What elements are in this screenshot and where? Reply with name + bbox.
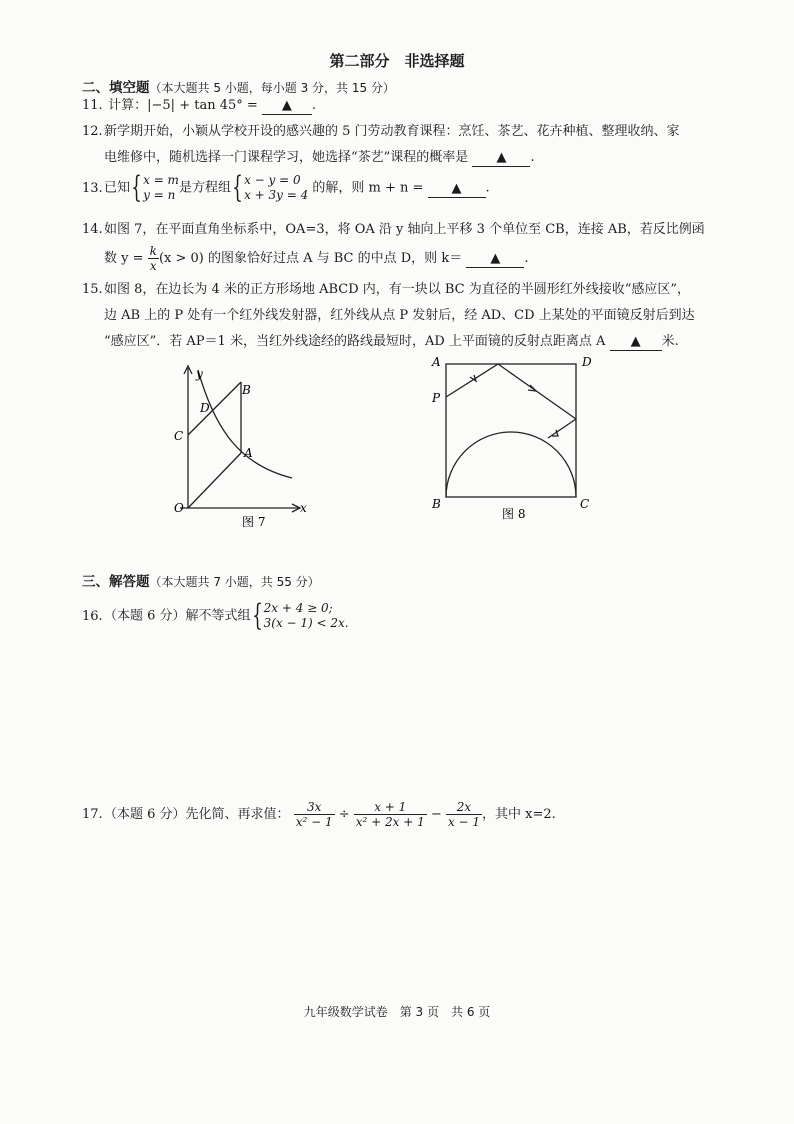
segment-OA xyxy=(188,453,241,508)
question-12: 12.新学期开始，小颖从学校开设的感兴趣的 5 门劳动教育课程：烹饪、茶艺、花卉种植、整理收纳、家 xyxy=(82,124,680,139)
ray-P-to-AD xyxy=(446,364,498,397)
q17-fraction-1: $\frac{3x}{\text{x² − 1}}$ xyxy=(295,800,333,829)
figure-8-caption: 图 8 xyxy=(502,507,526,521)
q13-system-2: x − y = 0 x + 3y = 4 xyxy=(244,173,309,202)
label-B: B xyxy=(242,383,251,397)
figure-7 xyxy=(160,360,320,530)
question-14-cont: 数 y = $\frac{k}{x}$ (x > 0) 的图象恰好过点 A 与 BC 的中点 D，则 k＝ ▲ . xyxy=(104,244,529,273)
label-x: x xyxy=(300,501,307,515)
q13-system-1: x = m y = n xyxy=(143,173,179,202)
answer-blank-11[interactable]: ▲ xyxy=(262,98,312,115)
question-15: 15.如图 8，在边长为 4 米的正方形场地 ABCD 内，有一块以 BC 为直径的半圆形红外线接收“感应区”， xyxy=(82,282,691,297)
q12-line1: 新学期开始，小颖从学校开设的感兴趣的 5 门劳动教育课程：烹饪、茶艺、花卉种植、整理收纳、家 xyxy=(104,124,680,139)
figure-7-caption: 图 7 xyxy=(242,515,266,529)
q15-line1: 如图 8，在边长为 4 米的正方形场地 ABCD 内，有一块以 BC 为直径的半圆形红外线接收“感应区”， xyxy=(104,282,691,297)
q17-fraction-3: $\frac{2x}{x - 1}$ xyxy=(447,800,481,829)
label-A: A xyxy=(432,355,441,369)
q14-fraction: $\frac{k}{x}$ xyxy=(149,244,157,273)
label-C: C xyxy=(174,429,184,443)
semicircle-region xyxy=(446,432,576,497)
q17-fraction-2: $\frac{x + 1}{\text{x² + 2x + 1}}$ xyxy=(355,800,425,829)
question-15-line3: “感应区”．若 AP＝1 米，当红外线途经的路线最短时，AD 上平面镜的反射点距离点 A ▲ 米. xyxy=(104,334,679,349)
label-O: O xyxy=(174,501,184,515)
answer-blank-14[interactable]: ▲ xyxy=(466,251,524,268)
answer-blank-13[interactable]: ▲ xyxy=(428,181,486,198)
answer-blank-15[interactable]: ▲ xyxy=(610,334,662,351)
section-3-heading: 三、解答题（本大题共 7 小题，共 55 分） xyxy=(82,574,320,590)
q14-line1: 如图 7，在平面直角坐标系中，OA=3，将 OA 沿 y 轴向上平移 3 个单位至 CB，连接 AB，若反比例函 xyxy=(104,222,705,237)
label-y: y xyxy=(196,367,203,381)
q16-system: 2x + 4 ≥ 0; 3(x − 1) < 2x. xyxy=(263,601,349,630)
question-17: 17.（本题 6 分）先化简、再求值： $\frac{3x}{\text{x² − 1}}$ ÷ $\frac{x + 1}{\text{x² + 2x + 1}}$ − $\frac{2x}{x - 1}$ ，其中 x=2. xyxy=(82,800,556,829)
question-15-line2: 边 AB 上的 P 处有一个红外线发射器，红外线从点 P 发射后，经 AD、CD 上某处的平面镜反射后到达 xyxy=(104,308,695,323)
page-footer: 九年级数学试卷 第 3 页 共 6 页 xyxy=(303,1005,491,1019)
segment-CB xyxy=(188,382,241,435)
label-C: C xyxy=(580,497,590,511)
label-A: A xyxy=(244,446,253,460)
question-13: 13.已知{ x = m y = n 是方程组{ x − y = 0 x + 3y = 4 的解，则 m + n = ▲ . xyxy=(82,170,490,205)
label-B: B xyxy=(432,497,441,511)
question-16: 16.（本题 6 分）解不等式组{ 2x + 4 ≥ 0; 3(x − 1) < 2x. xyxy=(82,598,349,633)
section-2-note: （本大题共 5 小题，每小题 3 分，共 15 分） xyxy=(149,81,395,95)
q11-text: 计算：|−5| + tan 45° = xyxy=(108,98,258,113)
section-2-heading: 二、填空题（本大题共 5 小题，每小题 3 分，共 15 分） xyxy=(82,80,395,96)
label-P: P xyxy=(432,391,441,405)
page-title: 第二部分 非选择题 xyxy=(329,52,465,70)
ray-CD-to-region xyxy=(548,419,576,438)
section-3-note: （本大题共 7 小题，共 55 分） xyxy=(149,575,320,589)
label-D: D xyxy=(200,401,210,415)
question-14: 14.如图 7，在平面直角坐标系中，OA=3，将 OA 沿 y 轴向上平移 3 个单位至 CB，连接 AB，若反比例函 xyxy=(82,222,705,237)
figure-8 xyxy=(428,352,608,524)
answer-blank-12[interactable]: ▲ xyxy=(472,150,530,167)
question-11: 11. 计算：|−5| + tan 45° = ▲ . xyxy=(82,98,317,113)
question-12-cont: 电维修中，随机选择一门课程学习，她选择“茶艺”课程的概率是 ▲ . xyxy=(104,150,535,165)
label-D: D xyxy=(582,355,592,369)
q12-line2: 电维修中，随机选择一门课程学习，她选择“茶艺”课程的概率是 xyxy=(104,150,469,165)
